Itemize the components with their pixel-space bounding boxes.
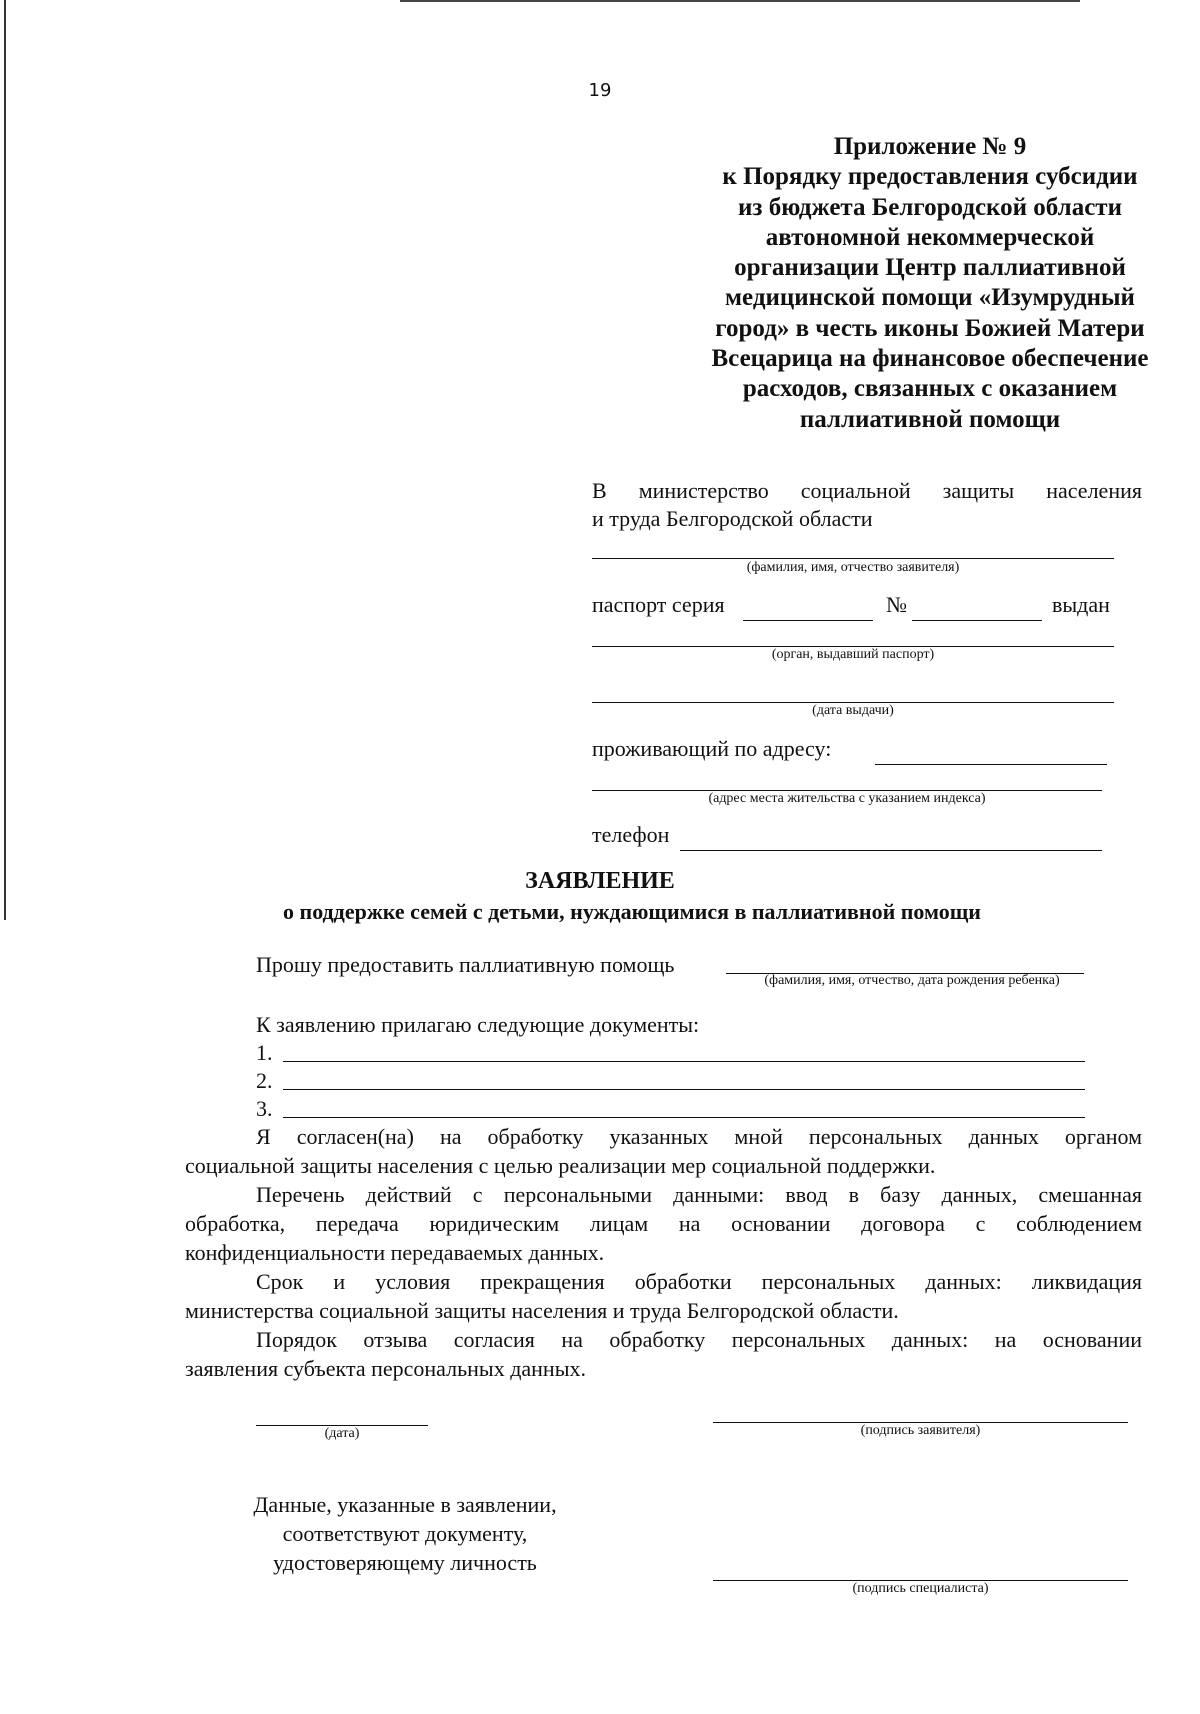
appendix-line: к Порядку предоставления субсидии — [722, 163, 1138, 191]
document-1-field[interactable] — [283, 1061, 1085, 1062]
appendix-line: медицинской помощи «Изумрудный — [725, 284, 1135, 312]
fio-field-line[interactable] — [592, 558, 1114, 559]
date-caption: (дата) — [324, 1426, 360, 1441]
child-data-caption: (фамилия, имя, отчество, дата рождения ребенка) — [764, 973, 1060, 988]
address-caption: (адрес места жительства с указанием индекса) — [708, 791, 986, 806]
consent-paragraph-text: социальной защиты населения с целью реализации мер социальной поддержки. — [185, 1153, 936, 1178]
verification-line: Данные, указанные в заявлении, — [253, 1492, 557, 1517]
statement-title: ЗАЯВЛЕНИЕ — [525, 868, 675, 894]
actions-paragraph-text: конфиденциальности передаваемых данных. — [185, 1240, 605, 1265]
document-3-field[interactable] — [283, 1117, 1085, 1118]
verification-note — [210, 1490, 600, 1577]
verification-line: удостоверяющему личность — [273, 1550, 537, 1575]
appendix-line: Приложение № 9 — [833, 133, 1027, 160]
actions-paragraph-line: Перечень действий с персональными данными: ввод в базу данных, смешанная — [256, 1182, 1142, 1207]
appendix-line: автономной некоммерческой — [765, 223, 1095, 251]
appendix-line: организации Центр паллиативной — [734, 254, 1126, 282]
specialist-signature-caption: (подпись специалиста) — [852, 1581, 989, 1596]
passport-series-field[interactable] — [743, 620, 873, 621]
passport-number-label: № — [886, 592, 907, 617]
passport-number-field[interactable] — [912, 620, 1042, 621]
verification-line: соответствуют документу, — [282, 1521, 528, 1546]
appendix-line: паллиативной помощи — [799, 405, 1061, 433]
termination-paragraph-line: Срок и условия прекращения обработки персональных данных: ликвидация — [256, 1269, 1142, 1294]
request-text: Прошу предоставить паллиативную помощь — [256, 952, 675, 977]
passport-issued-label: выдан — [1052, 592, 1110, 617]
termination-paragraph-text: министерства социальной защиты населения и труда Белгородской области. — [185, 1298, 899, 1323]
documents-intro: К заявлению прилагаю следующие документы: — [256, 1012, 700, 1037]
fio-caption: (фамилия, имя, отчество заявителя) — [746, 560, 960, 575]
consent-paragraph-line: Я согласен(на) на обработку указанных мной персональных данных органом — [256, 1124, 1142, 1149]
applicant-signature-caption: (подпись заявителя) — [860, 1423, 981, 1438]
addressee-line-2: и труда Белгородской области — [592, 506, 873, 531]
phone-field[interactable] — [680, 850, 1102, 851]
scan-edge-top — [400, 0, 1080, 2]
passport-series-label: паспорт серия — [592, 592, 725, 617]
scan-edge-left — [4, 0, 6, 920]
appendix-line: расходов, связанных с оказанием — [742, 375, 1118, 403]
passport-date-caption: (дата выдачи) — [812, 703, 894, 718]
address-label: проживающий по адресу: — [592, 736, 832, 761]
appendix-line: из бюджета Белгородской области — [738, 193, 1122, 221]
addressee-line-1: В министерство социальной защиты населения — [592, 478, 1142, 503]
page-number: 19 — [588, 80, 612, 101]
withdrawal-paragraph-text: заявления субъекта персональных данных. — [185, 1356, 586, 1381]
withdrawal-paragraph-line: Порядок отзыва согласия на обработку персональных данных: на основании — [256, 1327, 1142, 1352]
appendix-line: город» в честь иконы Божией Матери — [715, 314, 1145, 342]
document-number: 1. — [256, 1040, 273, 1065]
passport-issuer-caption: (орган, выдавший паспорт) — [771, 647, 935, 662]
address-field[interactable] — [875, 764, 1107, 765]
appendix-header — [660, 132, 1200, 435]
appendix-line: Всецарица на финансовое обеспечение — [711, 345, 1149, 373]
document-number: 2. — [256, 1068, 273, 1093]
document-2-field[interactable] — [283, 1089, 1085, 1090]
actions-paragraph-line: обработка, передача юридическим лицам на основании договора с соблюдением — [185, 1211, 1142, 1236]
document-number: 3. — [256, 1096, 273, 1121]
statement-subtitle: о поддержке семей с детьми, нуждающимися в паллиативной помощи — [283, 899, 981, 924]
phone-label: телефон — [592, 822, 670, 847]
